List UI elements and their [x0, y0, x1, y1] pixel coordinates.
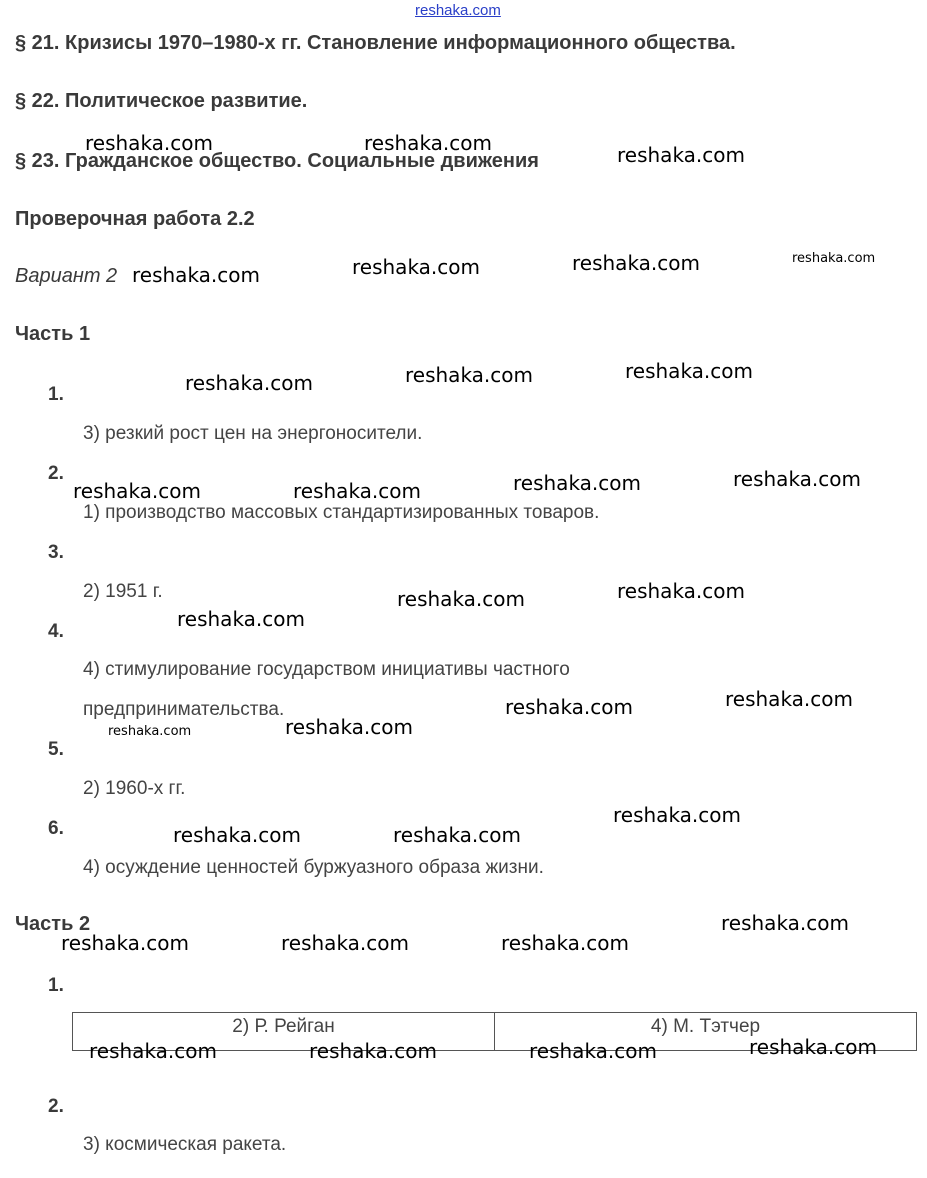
- watermark: reshaka.com: [617, 143, 745, 167]
- test-title: Проверочная работа 2.2: [15, 208, 255, 230]
- part-2-heading: Часть 2: [15, 913, 91, 935]
- part1-question-1-answer: 3) резкий рост цен на энергоносители.: [83, 423, 423, 444]
- section-21-heading: § 21. Кризисы 1970–1980-х гг. Становление информационного общества.: [15, 32, 736, 54]
- watermark: reshaka.com: [132, 263, 260, 287]
- variant-label: Вариант 2: [15, 265, 118, 287]
- part1-question-1-number: 1.: [48, 384, 64, 405]
- part2-question-1-number: 1.: [48, 975, 64, 996]
- part2-question-2-answer: 3) космическая ракета.: [83, 1134, 287, 1155]
- part1-question-3-number: 3.: [48, 542, 64, 563]
- section-23-heading: § 23. Гражданское общество. Социальные движения: [15, 150, 539, 172]
- watermark: reshaka.com: [625, 359, 753, 383]
- part1-question-5-number: 5.: [48, 739, 64, 760]
- watermark: reshaka.com: [309, 1039, 437, 1063]
- watermark: reshaka.com: [89, 1039, 217, 1063]
- watermark: reshaka.com: [397, 587, 525, 611]
- watermark: reshaka.com: [501, 931, 629, 955]
- watermark: reshaka.com: [393, 823, 521, 847]
- part-1-heading: Часть 1: [15, 323, 91, 345]
- part1-question-4-answer-line1: 4) стимулирование государством инициативы частного: [83, 659, 570, 680]
- part1-question-6-answer: 4) осуждение ценностей буржуазного образа жизни.: [83, 857, 544, 878]
- watermark: reshaka.com: [285, 715, 413, 739]
- table-cell-answer-2: 4) М. Тэтчер: [495, 1013, 917, 1051]
- part1-question-2-answer: 1) производство массовых стандартизированных товаров.: [83, 502, 600, 523]
- watermark: reshaka.com: [405, 363, 533, 387]
- site-link-top[interactable]: reshaka.com: [415, 2, 501, 19]
- section-22-heading: § 22. Политическое развитие.: [15, 90, 308, 112]
- watermark: reshaka.com: [281, 931, 409, 955]
- watermark: reshaka.com: [293, 479, 421, 503]
- part1-question-6-number: 6.: [48, 818, 64, 839]
- watermark: reshaka.com: [617, 579, 745, 603]
- part1-question-4-answer-line2: предпринимательства.: [83, 699, 285, 720]
- part1-question-2-number: 2.: [48, 463, 64, 484]
- watermark: reshaka.com: [73, 479, 201, 503]
- part1-question-4-number: 4.: [48, 621, 64, 642]
- watermark: reshaka.com: [352, 255, 480, 279]
- watermark: reshaka.com: [721, 911, 849, 935]
- watermark: reshaka.com: [61, 931, 189, 955]
- watermark: reshaka.com: [108, 724, 192, 739]
- watermark: reshaka.com: [572, 251, 700, 275]
- watermark: reshaka.com: [529, 1039, 657, 1063]
- part1-question-3-answer: 2) 1951 г.: [83, 581, 163, 602]
- table-cell-answer-1: 2) Р. Рейган: [73, 1013, 495, 1051]
- watermark: reshaka.com: [792, 251, 876, 266]
- part2-question-2-number: 2.: [48, 1096, 64, 1117]
- watermark: reshaka.com: [364, 131, 492, 155]
- watermark: reshaka.com: [725, 687, 853, 711]
- watermark: reshaka.com: [513, 471, 641, 495]
- watermark: reshaka.com: [185, 371, 313, 395]
- watermark: reshaka.com: [173, 823, 301, 847]
- part1-question-5-answer: 2) 1960-х гг.: [83, 778, 186, 799]
- watermark: reshaka.com: [613, 803, 741, 827]
- watermark: reshaka.com: [733, 467, 861, 491]
- watermark: reshaka.com: [749, 1035, 877, 1059]
- watermark: reshaka.com: [177, 607, 305, 631]
- watermark: reshaka.com: [85, 131, 213, 155]
- watermark: reshaka.com: [505, 695, 633, 719]
